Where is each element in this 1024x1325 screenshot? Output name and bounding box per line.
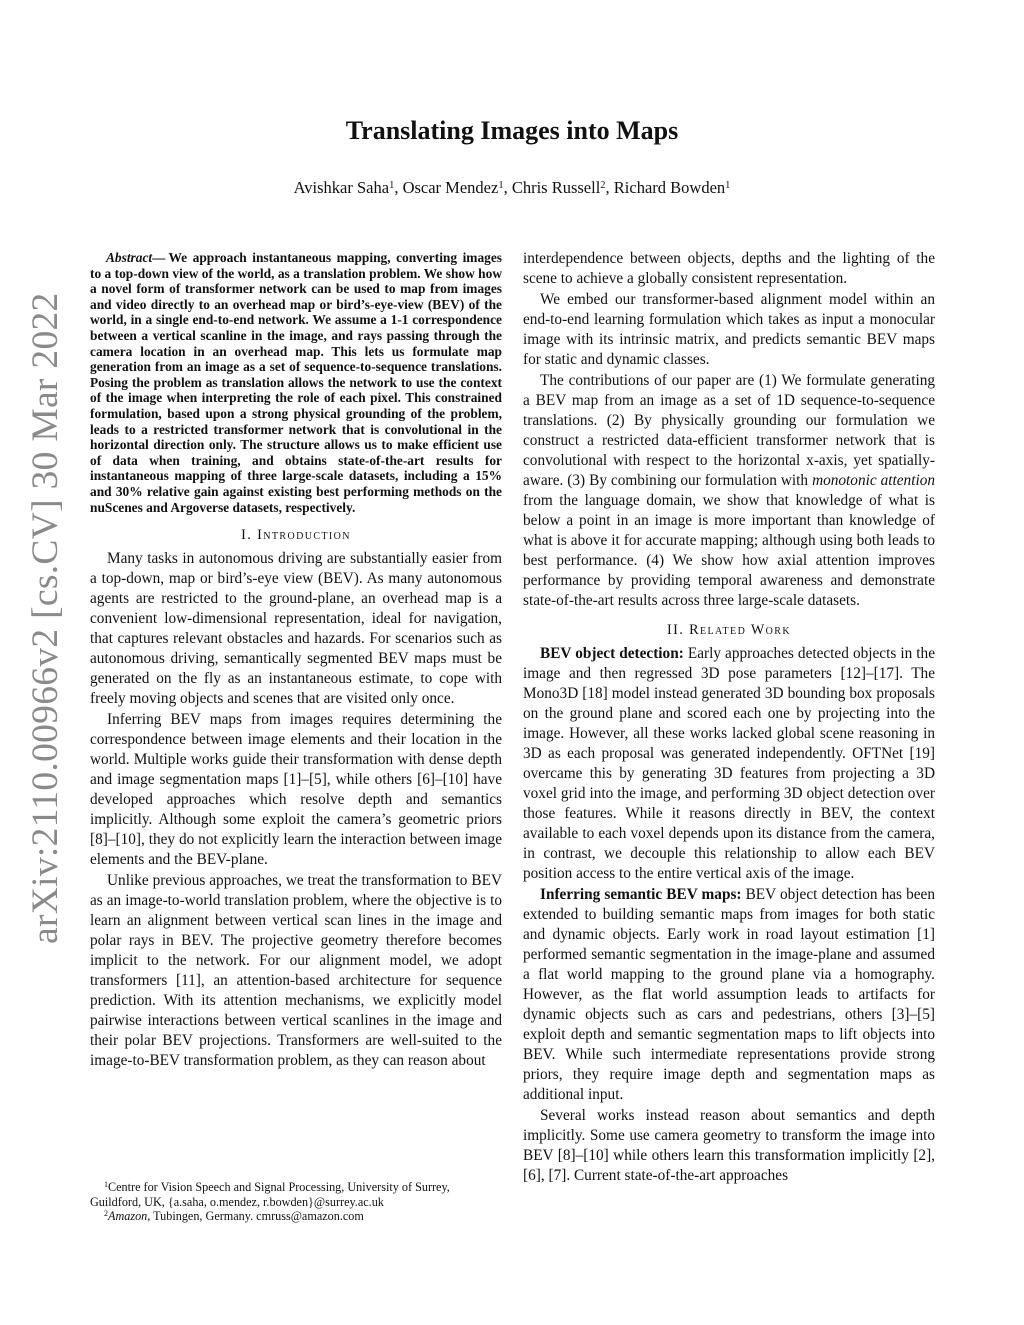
monotonic-attention-term: monotonic attention	[812, 472, 935, 489]
abstract-text: We approach instantaneous mapping, converting images to a top-down view of the world, as a translation problem. We show how a novel form of transformer network can be used to map from images and video directly to an overhead map or bird’s-eye-view (BEV) of the world, in a single end-to-end network. We assume a 1-1 correspondence between a vertical scanline in the image, and rays passing through the camera location in an overhead map. This lets us formulate map generation from an image as a set of sequence-to-sequence translations. Posing the problem as translation allows the network to use the context of the image when interpreting the role of each pixel. This constrained formulation, based upon a strong physical grounding of the problem, leads to a restricted transformer network that is convolutional in the horizontal direction only. The structure allows us to make efficient use of data when training, and obtains state-of-the-art results for instantaneous mapping of three large-scale datasets, including a 15% and 30% relative gain against existing best performing methods on the nuScenes and Argoverse datasets, respectively.	[90, 250, 502, 515]
footnote	[90, 1209, 502, 1224]
footnote-mark: 1	[104, 1180, 108, 1189]
footnote-italic: Amazon	[108, 1209, 148, 1224]
author-name: Richard Bowden	[613, 178, 726, 197]
intro-paragraph: Many tasks in autonomous driving are substantially easier from a top-down, map or bird’s-eye view (BEV). As many autonomous agents are restricted to the ground-plane, an overhead map is a convenient low-dimensional representation, ideal for navigation, that captures relevant obstacles and hazards. For scenarios such as autonomous driving, semantically segmented BEV maps must be generated on the fly as an instantaneous estimate, to cope with freely moving objects and scenes that are visited only once.	[90, 550, 502, 708]
author-list: Avishkar Saha$^1$, Oscar Mendez$^1$, Chris Russell$^2$, Richard Bowden$^1$	[293, 178, 731, 197]
contributions-paragraph	[523, 371, 935, 611]
footnote-mark: 2	[104, 1209, 108, 1219]
intro-paragraph: Inferring BEV maps from images requires determining the correspondence between image elements and their location in the world. Multiple works guide their transformation with dense depth and image segmentation maps [1]–[5], while others [6]–[10] have developed approaches which resolve depth and semantics implicitly. Although some exploit the camera’s geometric priors [8]–[10], they do not explicitly learn the interaction between image elements and the BEV-plane.	[90, 711, 502, 869]
related-paragraph	[523, 885, 935, 1105]
contributions-text: The contributions of our paper are (1) We formulate generating a BEV map from an image as a set of 1D sequence-to-sequence translations. (2) By physically grounding our formulation we construct a restricted data-efficient transformer network that is convolutional with respect to the horizontal x-axis, yet spatially-aware. (3) By combining our formulation with	[523, 372, 935, 489]
section-heading-introduction: I. Introduction	[241, 527, 351, 544]
related-text: Several works instead reason about semantics and depth implicitly. Some use camera geometry to transform the image into BEV [8]–[10] while others learn this transformation implicitly [2], [6], [7]. Current state-of-the-art approaches	[523, 1107, 935, 1184]
abstract	[90, 250, 502, 515]
related-text: BEV object detection has been extended to building semantic maps from images for both static and dynamic objects. Early work in road layout estimation [1] performed semantic segmentation in the image-plane and assumed a flat world mapping to the ground plane via a homography. However, as the flat world assumption leads to artifacts for dynamic objects such as cars and pedestrians, others [3]–[5] exploit depth and semantic segmentation maps to lift objects into BEV. While such intermediate representations provide strong priors, they require image depth and segmentation maps as additional input.	[523, 886, 935, 1103]
author-affiliation-mark: 1	[498, 180, 504, 191]
footnotes	[90, 1180, 502, 1224]
intro-continuation-paragraph: interdependence between objects, depths and the lighting of the scene to achieve a globally consistent representation.	[523, 250, 935, 287]
footnote	[90, 1180, 502, 1209]
intro-paragraph: Unlike previous approaches, we treat the transformation to BEV as an image-to-world translation problem, where the objective is to learn an alignment between vertical scan lines in the image and polar rays in BEV. The projective geometry therefore becomes implicit to the network. For our alignment model, we adopt transformers [11], an attention-based architecture for sequence prediction. With its attention mechanisms, we explicitly model pairwise interactions between vertical scanlines in the image and their polar BEV projections. Transformers are well-suited to the image-to-BEV transformation problem, as they can reason about	[90, 872, 502, 1070]
related-text: Early approaches detected objects in the image and then regressed 3D pose parameters [12]–[17]. The Mono3D [18] model instead generated 3D bounding box proposals on the ground plane and scored each one by projecting into the image. However, all these works lacked global scene reasoning in 3D as each proposal was generated independently. OFTNet [19] overcame this by generating 3D features from projecting a 3D voxel grid into the image, and performing 3D object detection over those features. While it reasons directly in BEV, the context available to each voxel depends upon its distance from the camera, in contrast, we decouple this relationship to allow each BEV position access to the entire vertical axis of the image.	[523, 645, 935, 882]
footnote-text: Centre for Vision Speech and Signal Processing, University of Surrey, Guildford, UK, {a.saha, o.mendez, r.bowden}@surrey.ac.uk	[90, 1180, 450, 1209]
arxiv-identifier: arXiv:2110.00966v2 [cs.CV] 30 Mar 2022	[25, 292, 66, 944]
abstract-label: Abstract—	[106, 250, 166, 265]
author-name: Oscar Mendez	[402, 178, 499, 197]
intro-paragraph: We embed our transformer-based alignment model within an end-to-end learning formulation which takes as input a monocular image with its intrinsic matrix, and predicts semantic BEV maps for static and dynamic classes.	[523, 291, 935, 368]
author-affiliation-mark: 1	[389, 180, 395, 191]
related-paragraph	[523, 1106, 935, 1186]
contributions-text: from the language domain, we show that knowledge of what is below a point in an image is more important than knowledge of what is above it for accurate mapping; although using both leads to best performance. (4) We show how axial attention improves performance by providing temporal awareness and demonstrate state-of-the-art results across three large-scale datasets.	[523, 492, 935, 609]
right-column	[523, 249, 935, 1186]
section-heading-related-work: II. Related Work	[667, 622, 791, 638]
paper-title: Translating Images into Maps	[345, 116, 679, 145]
left-column	[90, 250, 502, 1071]
paragraph-run-in-heading: Inferring semantic BEV maps:	[540, 886, 742, 903]
author-name: Avishkar Saha	[293, 178, 390, 197]
author-name: Chris Russell	[511, 178, 601, 197]
related-paragraph	[523, 644, 935, 884]
author-affiliation-mark: 1	[725, 180, 731, 191]
paragraph-run-in-heading: BEV object detection:	[540, 645, 684, 662]
footnote-text: , Tubingen, Germany. cmruss@amazon.com	[147, 1209, 364, 1224]
author-affiliation-mark: 2	[600, 180, 606, 191]
